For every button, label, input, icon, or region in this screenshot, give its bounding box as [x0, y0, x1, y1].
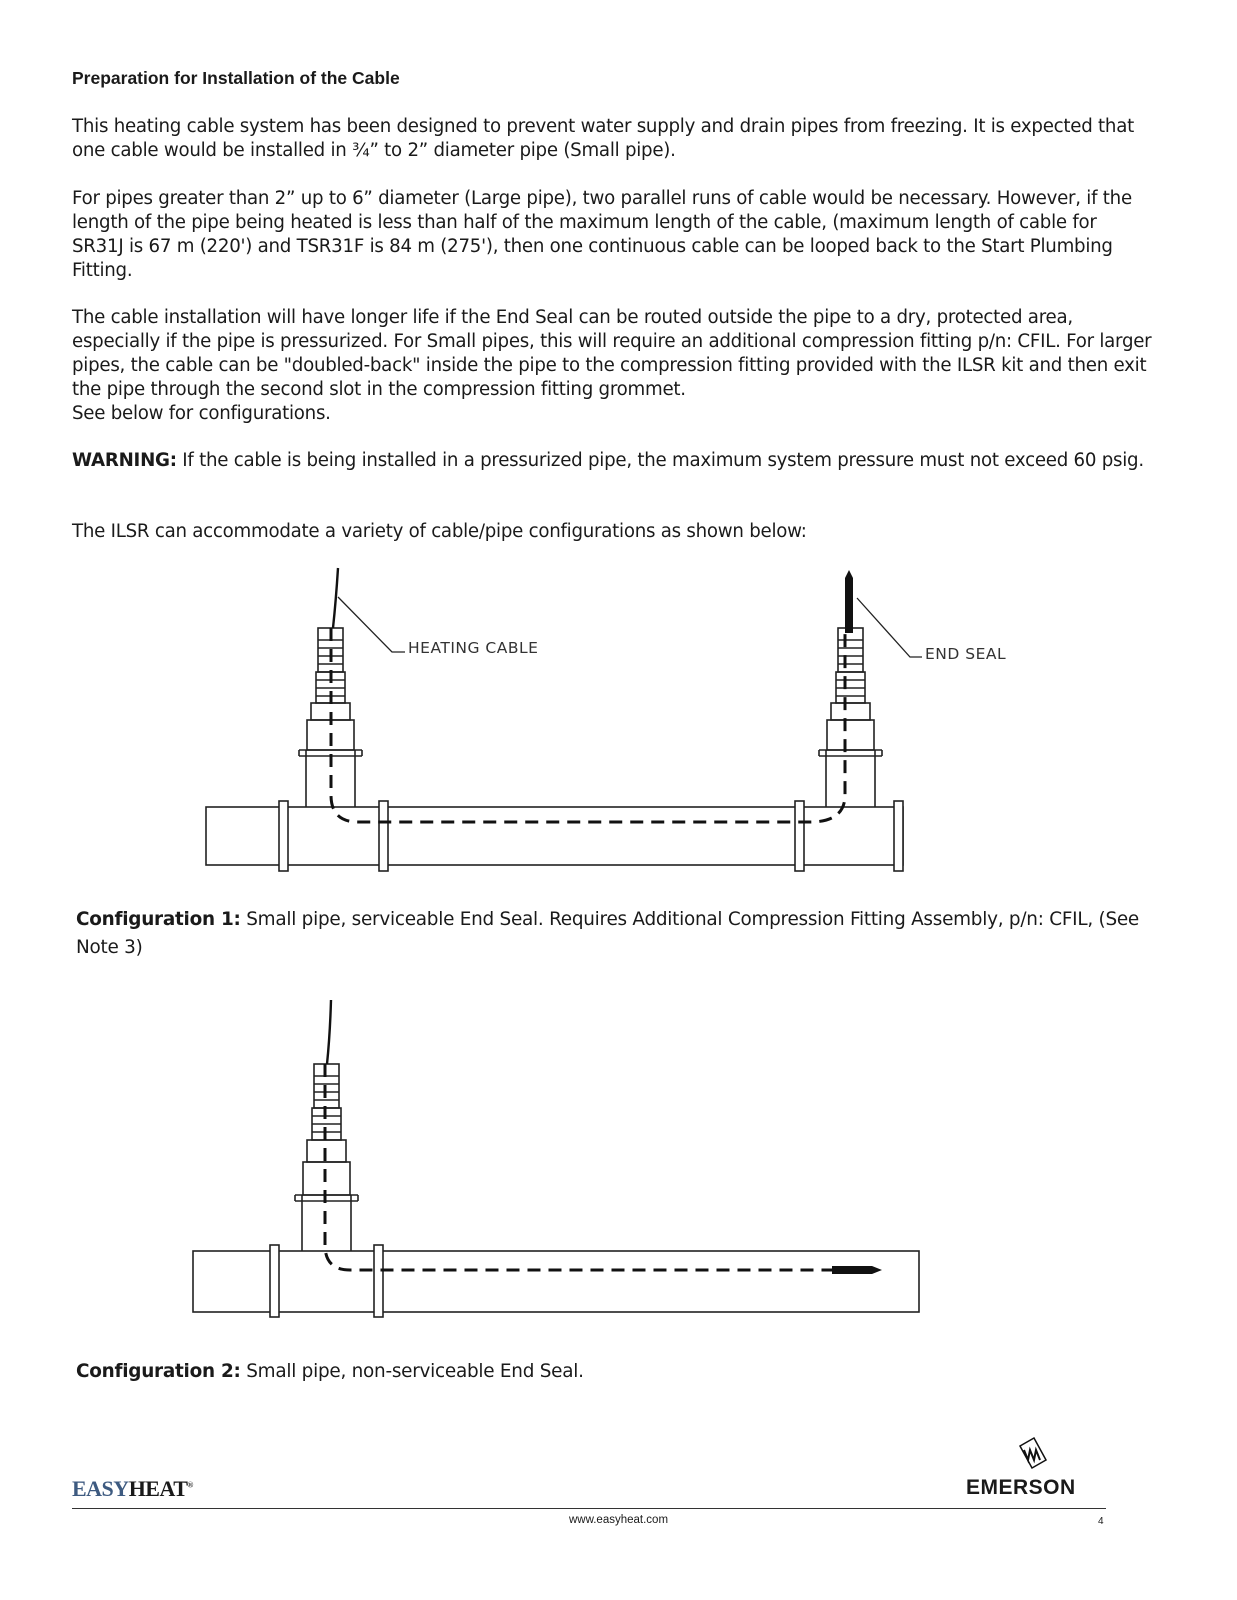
configuration-1-text: Small pipe, serviceable End Seal. Requires Additional Compression Fitting Assembly, p/n: CFIL, (See Note 3) — [76, 909, 1139, 958]
configuration-1-diagram — [0, 560, 1237, 880]
heating-cable-label: HEATING CABLE — [408, 639, 539, 657]
paragraph-see-below: See below for configurations. — [72, 403, 331, 424]
warning-label: WARNING: — [72, 450, 177, 471]
pipe-body — [193, 1251, 919, 1312]
paragraph-end-seal: The cable installation will have longer life if the End Seal can be routed outside the pipe to a dry, protected area, especially if the pipe is pressurized. For Small pipes, this will require an additional compression fitting p/n: CFIL. For larger pipes, the cable can be "doubled-back" inside the pipe to the compression fitting provided with the ILSR kit and then exit the pipe through the second slot in the compression fitting grommet. — [72, 307, 1152, 400]
page-number: 4 — [1098, 1516, 1104, 1527]
paragraph-large-pipe: For pipes greater than 2” up to 6” diameter (Large pipe), two parallel runs of cable would be necessary. However, if the length of the pipe being heated is less than half of the maximum length of the cable, (maximum length of cable for SR31J is 67 m (220') and TSR31F is 84 m (275'), then one continuous cable can be looped back to the Start Plumbing Fitting. — [72, 188, 1132, 281]
configuration-2-caption — [76, 1358, 1176, 1386]
paragraph-configurations: The ILSR can accommodate a variety of cable/pipe configurations as shown below: — [72, 521, 807, 542]
easyheat-logo: EASYHEAT® — [72, 1476, 193, 1501]
footer-divider — [72, 1508, 1106, 1509]
emerson-logo-icon — [1016, 1436, 1050, 1476]
footer-url[interactable]: www.easyheat.com — [568, 1514, 669, 1526]
configuration-1-label: Configuration 1: — [76, 909, 241, 930]
configuration-1-caption — [76, 906, 1176, 962]
end-seal-label: END SEAL — [925, 645, 1007, 663]
configuration-2-text: Small pipe, non-serviceable End Seal. — [240, 1361, 584, 1382]
section-heading: Preparation for Installation of the Cable — [72, 68, 400, 88]
emerson-logo-text: EMERSON — [966, 1476, 1076, 1499]
warning-paragraph — [72, 449, 1152, 473]
paragraph-intro: This heating cable system has been designed to prevent water supply and drain pipes from freezing. It is expected that one cable would be installed in ¾” to 2” diameter pipe (Small pipe). — [72, 116, 1134, 161]
configuration-2-label: Configuration 2: — [76, 1361, 241, 1382]
configuration-2-diagram — [0, 995, 1237, 1325]
warning-text: If the cable is being installed in a pressurized pipe, the maximum system pressure must not exceed 60 psig. — [176, 450, 1144, 471]
